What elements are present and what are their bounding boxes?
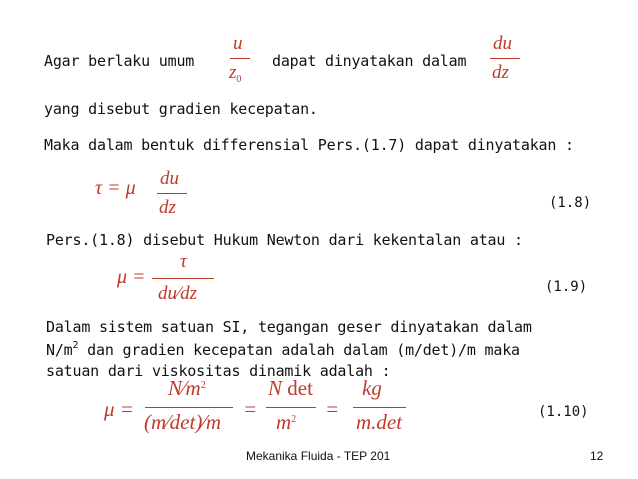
equation-label-1-9: (1.9) — [545, 279, 588, 295]
text-gradien-kecepatan: yang disebut gradien kecepatan. — [44, 100, 318, 118]
eq19-lhs: μ = — [117, 266, 146, 288]
frac2-bar — [490, 58, 520, 59]
eq110-f3-bar — [353, 407, 406, 408]
eq19-denominator: du⁄dz — [158, 283, 198, 304]
text-hukum-newton: Pers.(1.8) disebut Hukum Newton dari kekentalan atau : — [46, 231, 523, 249]
eq18-lhs: τ = μ — [95, 177, 136, 199]
eq110-f1-bar — [145, 407, 233, 408]
eq110-equals-a: = — [243, 397, 258, 421]
text-sistem-satuan: Dalam sistem satuan SI, tegangan geser dinyatakan dalam — [46, 318, 532, 336]
frac2-numerator: du — [493, 33, 512, 54]
frac2-denominator: dz — [492, 62, 509, 83]
equation-label-1-8: (1.8) — [549, 195, 592, 211]
footer-course: Mekanika Fluida - TEP 201 — [246, 449, 391, 463]
text-dapat-dinyatakan: dapat dinyatakan dalam — [272, 52, 467, 70]
page-number: 12 — [590, 449, 604, 463]
frac1-denominator: $z_0$ — [229, 62, 242, 85]
frac1-bar — [230, 58, 250, 59]
eq110-equals-b: = — [325, 397, 340, 421]
eq110-f3-numerator: kg — [362, 376, 382, 400]
text-bentuk-differensial: Maka dalam bentuk differensial Pers.(1.7) dapat dinyatakan : — [44, 136, 574, 154]
eq110-f1-numerator: $N⁄m^2$ — [168, 376, 206, 400]
text-satuan-kecepatan: $N/m^2$ dan gradien kecepatan adalah dalam (m/det)/m maka — [46, 340, 520, 359]
eq18-numerator: du — [160, 168, 179, 189]
eq110-f2-bar — [266, 407, 316, 408]
equation-label-1-10: (1.10) — [538, 404, 589, 420]
text-viskositas-dinamik: satuan dari viskositas dinamik adalah : — [46, 362, 391, 380]
eq110-f2-numerator: N det — [268, 376, 313, 400]
eq110-f1-denominator: (m⁄det)⁄m — [144, 410, 221, 434]
eq110-lhs: μ = — [104, 397, 134, 421]
eq19-numerator: τ — [180, 251, 187, 272]
eq110-f3-denominator: m.det — [356, 410, 403, 434]
eq19-bar — [152, 278, 214, 279]
frac1-numerator: u — [233, 33, 243, 54]
eq18-denominator: dz — [159, 197, 176, 218]
eq18-bar — [157, 193, 187, 194]
eq110-f2-denominator: $m^2$ — [276, 410, 297, 434]
text-agar-berlaku: Agar berlaku umum — [44, 52, 195, 70]
